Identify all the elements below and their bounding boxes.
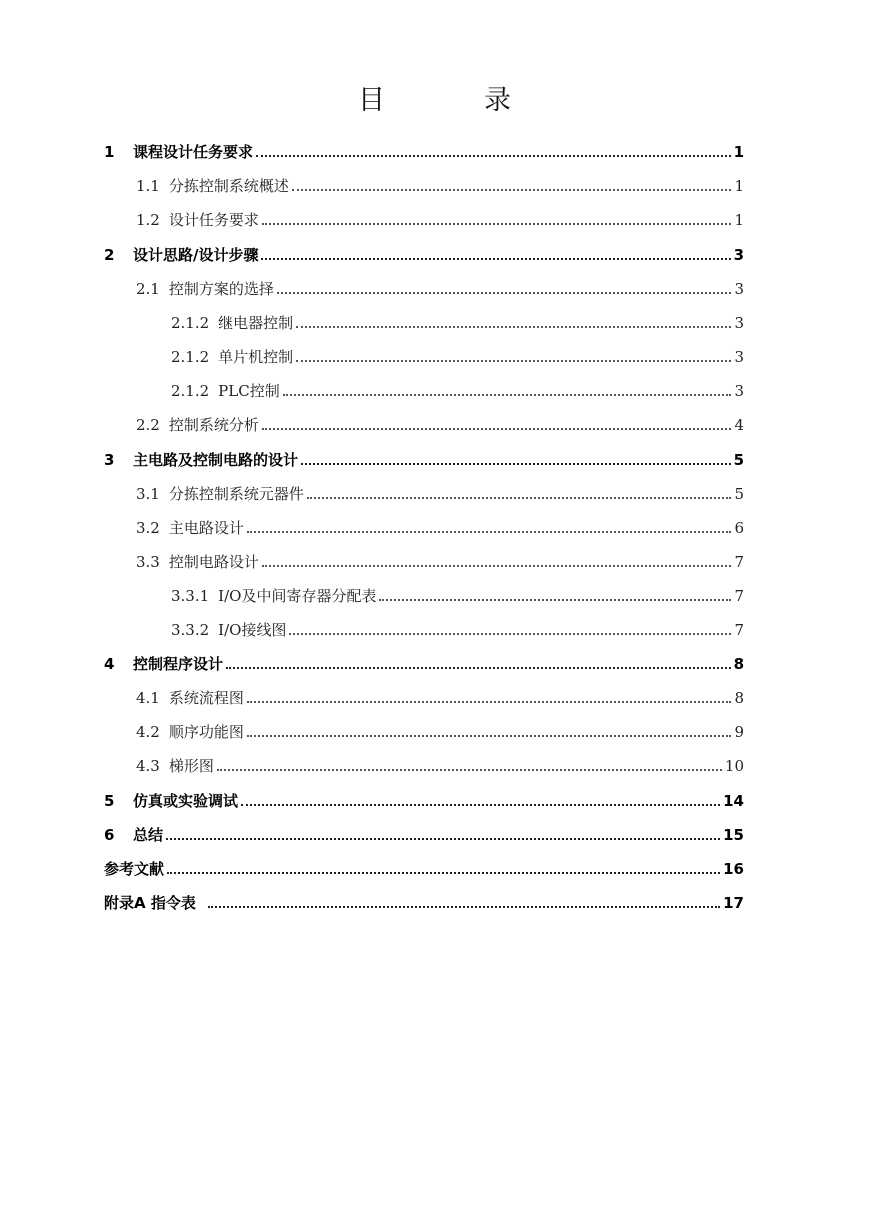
toc-page-number: 7 <box>734 621 744 639</box>
toc-title: 分拣控制系统概述 <box>168 177 289 195</box>
dot-leader <box>226 667 731 669</box>
toc-page-number: 3 <box>734 348 744 366</box>
toc-number: 2.1 <box>136 280 160 298</box>
toc-title: 梯形图 <box>168 757 214 775</box>
toc-entry-4-2[interactable] <box>136 718 744 742</box>
toc-title: I/O接线图 <box>218 621 287 639</box>
toc-number: 3 <box>104 451 115 469</box>
toc-entry-4[interactable] <box>104 650 744 674</box>
dot-leader <box>262 565 731 567</box>
toc-entry-2[interactable] <box>104 241 744 265</box>
toc-number: 1 <box>104 143 115 161</box>
toc-number: 4.2 <box>136 723 160 741</box>
toc-entry-3-3-1[interactable] <box>171 582 744 606</box>
toc-number: 2 <box>104 246 115 264</box>
dot-leader <box>262 223 731 225</box>
toc-entry-3-3-2[interactable] <box>171 616 744 640</box>
toc-number: 2.1.2 <box>171 382 210 400</box>
toc-page-number: 3 <box>734 280 744 298</box>
dot-leader <box>217 769 722 771</box>
toc-title: 仿真或实验调试 <box>133 792 239 810</box>
dot-leader <box>261 258 730 260</box>
toc-title: 参考文献 <box>104 860 165 878</box>
toc-title: 顺序功能图 <box>168 723 244 741</box>
dot-leader <box>167 872 720 874</box>
toc-number: 2.1.2 <box>171 348 210 366</box>
toc-number: 2.1.2 <box>171 314 210 332</box>
dot-leader <box>296 326 731 328</box>
toc-number: 3.1 <box>136 485 160 503</box>
dot-leader <box>262 428 731 430</box>
dot-leader <box>208 906 720 908</box>
toc-title: 系统流程图 <box>168 689 244 707</box>
toc-title: 设计任务要求 <box>168 211 259 229</box>
dot-leader <box>379 599 731 601</box>
toc-page-number: 7 <box>734 553 744 571</box>
toc-page-number: 10 <box>724 757 744 775</box>
dot-leader <box>247 531 731 533</box>
toc-title: 分拣控制系统元器件 <box>168 485 304 503</box>
dot-leader <box>241 804 720 806</box>
dot-leader <box>283 394 731 396</box>
toc-entry-3-1[interactable] <box>136 480 744 504</box>
toc-title: 总结 <box>133 826 164 844</box>
toc-title: 继电器控制 <box>218 314 294 332</box>
toc-page-number: 9 <box>734 723 744 741</box>
toc-page-number: 1 <box>733 143 744 161</box>
dot-leader <box>256 155 731 157</box>
toc-number: 4.3 <box>136 757 160 775</box>
toc-page-number: 4 <box>734 416 744 434</box>
toc-entry-4-1[interactable] <box>136 684 744 708</box>
toc-number: 3.2 <box>136 519 160 537</box>
toc-entry-2-1[interactable] <box>136 275 744 299</box>
toc-entry-3-3[interactable] <box>136 548 744 572</box>
toc-entry-appendix-a[interactable] <box>104 889 744 913</box>
toc-page-number: 16 <box>723 860 744 878</box>
toc-title: 控制方案的选择 <box>168 280 274 298</box>
toc-title: 控制电路设计 <box>168 553 259 571</box>
toc-number: 5 <box>104 792 115 810</box>
toc-entry-3[interactable] <box>104 446 744 470</box>
page-title: 目 录 <box>358 85 547 116</box>
toc-number: 3.3.1 <box>171 587 210 605</box>
toc-entry-references[interactable] <box>104 855 744 879</box>
toc-number: 4 <box>104 655 115 673</box>
toc-number: 2.2 <box>136 416 160 434</box>
toc-page-number: 3 <box>734 382 744 400</box>
toc-number: 1.1 <box>136 177 160 195</box>
dot-leader <box>247 701 731 703</box>
toc-title: PLC控制 <box>218 382 280 400</box>
toc-page-number: 3 <box>733 246 744 264</box>
toc-title: 设计思路/设计步骤 <box>133 246 259 264</box>
toc-page-number: 5 <box>734 485 744 503</box>
toc-entry-2-1-2-mcu[interactable] <box>171 343 744 367</box>
toc-number: 4.1 <box>136 689 160 707</box>
toc-page-number: 14 <box>723 792 744 810</box>
dot-leader <box>166 838 720 840</box>
toc-page-number: 8 <box>733 655 744 673</box>
toc-entry-2-1-2-plc[interactable] <box>171 377 744 401</box>
toc-number: 1.2 <box>136 211 160 229</box>
toc-page-number: 8 <box>734 689 744 707</box>
toc-number: 3.3 <box>136 553 160 571</box>
toc-entry-6[interactable] <box>104 821 744 845</box>
toc-page-number: 3 <box>734 314 744 332</box>
toc-title: I/O及中间寄存器分配表 <box>218 587 377 605</box>
dot-leader <box>296 360 731 362</box>
toc-title: 控制程序设计 <box>133 655 224 673</box>
toc-page-number: 15 <box>723 826 744 844</box>
dot-leader <box>247 735 731 737</box>
toc-entry-1[interactable] <box>104 138 744 162</box>
dot-leader <box>277 292 731 294</box>
toc-title: 主电路设计 <box>168 519 244 537</box>
toc-title: 单片机控制 <box>218 348 294 366</box>
toc-title: 课程设计任务要求 <box>133 143 254 161</box>
toc-title: 控制系统分析 <box>168 416 259 434</box>
toc-page-number: 5 <box>733 451 744 469</box>
dot-leader <box>301 463 731 465</box>
toc-entry-2-2[interactable] <box>136 411 744 435</box>
toc-entry-1-2[interactable] <box>136 206 744 230</box>
toc-entry-2-1-2-relay[interactable] <box>171 309 744 333</box>
toc-entry-1-1[interactable] <box>136 172 744 196</box>
dot-leader <box>289 633 731 635</box>
toc-number: 6 <box>104 826 115 844</box>
toc-entry-4-3[interactable] <box>136 752 744 776</box>
toc-page-number: 1 <box>734 177 744 195</box>
toc-title: 附录A 指令表 <box>104 894 196 912</box>
toc-title: 主电路及控制电路的设计 <box>133 451 299 469</box>
toc-page-number: 7 <box>734 587 744 605</box>
toc-page-number: 17 <box>723 894 744 912</box>
dot-leader <box>307 497 731 499</box>
dot-leader <box>292 189 731 191</box>
toc-page-number: 1 <box>734 211 744 229</box>
toc-entry-5[interactable] <box>104 787 744 811</box>
toc-number: 3.3.2 <box>171 621 210 639</box>
toc-page-number: 6 <box>734 519 744 537</box>
toc-entry-3-2[interactable] <box>136 514 744 538</box>
